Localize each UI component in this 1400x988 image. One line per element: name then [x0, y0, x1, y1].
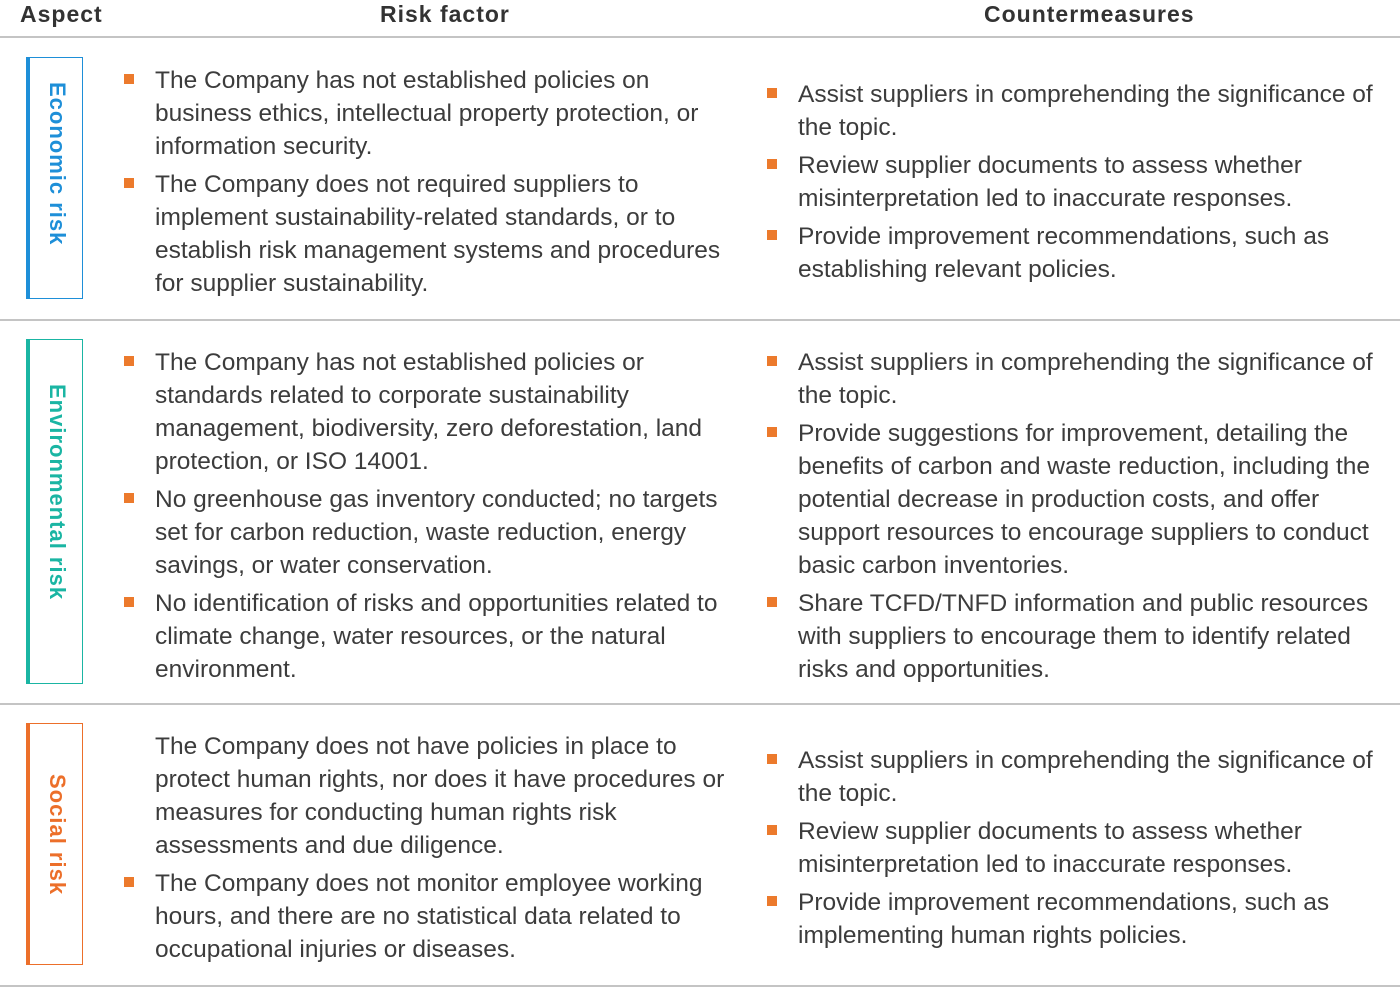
square-bullet-icon [124, 493, 134, 503]
countermeasure-list-environmental [798, 346, 1388, 691]
risk-list-environmental [155, 346, 745, 691]
countermeasure-item [798, 78, 1388, 144]
countermeasure-text: Assist suppliers in comprehending the significance of the topic. [798, 81, 1373, 141]
countermeasure-list-social [798, 744, 1388, 957]
header-risk-factor: Risk factor [380, 1, 510, 27]
square-bullet-icon [767, 159, 777, 169]
countermeasure-item [798, 815, 1388, 881]
square-bullet-icon [767, 896, 777, 906]
aspect-box-social [26, 723, 83, 965]
risk-item [155, 346, 745, 478]
square-bullet-icon [767, 597, 777, 607]
countermeasure-item [798, 220, 1388, 286]
aspect-label-economic: Economic risk [45, 82, 70, 246]
countermeasure-text: Provide improvement recommendations, such as implementing human rights policies. [798, 889, 1330, 949]
risk-item [155, 168, 745, 300]
risk-text: The Company has not established policies or standards related to corporate sustainability management, biodiversity, zero deforestation, land protection, or ISO 14001. [155, 349, 703, 475]
risk-item [155, 730, 745, 862]
countermeasure-item [798, 149, 1388, 215]
countermeasure-text: Provide improvement recommendations, such as establishing relevant policies. [798, 223, 1330, 283]
row-divider-3 [0, 985, 1400, 987]
header-divider [0, 36, 1400, 38]
countermeasure-item [798, 346, 1388, 412]
countermeasure-list-economic [798, 78, 1388, 291]
countermeasure-text: Assist suppliers in comprehending the significance of the topic. [798, 747, 1373, 807]
square-bullet-icon [767, 427, 777, 437]
square-bullet-icon [767, 230, 777, 240]
square-bullet-icon [767, 754, 777, 764]
risk-item [155, 64, 745, 163]
header-countermeasures: Countermeasures [984, 1, 1195, 27]
square-bullet-icon [767, 825, 777, 835]
countermeasure-text: Provide suggestions for improvement, detailing the benefits of carbon and waste reduction, including the potential decrease in production costs, and offer support resources to encourage suppliers to conduct basic carbon inventories. [798, 420, 1371, 579]
countermeasure-item [798, 744, 1388, 810]
square-bullet-icon [124, 74, 134, 84]
header-aspect: Aspect [20, 1, 103, 27]
risk-text: The Company has not established policies on business ethics, intellectual property protection, or information security. [155, 67, 699, 160]
square-bullet-icon [767, 88, 777, 98]
risk-list-economic [155, 64, 745, 305]
aspect-box-economic [26, 57, 83, 299]
risk-text: No greenhouse gas inventory conducted; no targets set for carbon reduction, waste reduction, energy savings, or water conservation. [155, 486, 718, 579]
risk-list-social [155, 730, 745, 971]
square-bullet-icon [124, 597, 134, 607]
square-bullet-icon [124, 356, 134, 366]
aspect-box-environmental [26, 339, 83, 684]
risk-text: The Company does not monitor employee working hours, and there are no statistical data related to occupational injuries or diseases. [155, 870, 703, 963]
risk-item [155, 867, 745, 966]
risk-text: The Company does not have policies in place to protect human rights, nor does it have procedures or measures for conducting human rights risk assessments and due diligence. [155, 733, 725, 859]
risk-item [155, 587, 745, 686]
row-divider-1 [0, 319, 1400, 321]
risk-text: No identification of risks and opportunities related to climate change, water resources, or the natural environment. [155, 590, 718, 683]
square-bullet-icon [124, 877, 134, 887]
countermeasure-text: Review supplier documents to assess whether misinterpretation led to inaccurate responses. [798, 818, 1302, 878]
row-divider-2 [0, 703, 1400, 705]
countermeasure-text: Review supplier documents to assess whether misinterpretation led to inaccurate responses. [798, 152, 1302, 212]
countermeasure-item [798, 886, 1388, 952]
risk-item [155, 483, 745, 582]
countermeasure-text: Assist suppliers in comprehending the significance of the topic. [798, 349, 1373, 409]
square-bullet-icon [124, 178, 134, 188]
countermeasure-item [798, 587, 1388, 686]
countermeasure-item [798, 417, 1388, 582]
aspect-label-environmental: Environmental risk [45, 384, 70, 601]
square-bullet-icon [767, 356, 777, 366]
risk-text: The Company does not required suppliers to implement sustainability-related standards, or to establish risk management systems and procedures for supplier sustainability. [155, 171, 721, 297]
countermeasure-text: Share TCFD/TNFD information and public resources with suppliers to encourage them to identify related risks and opportunities. [798, 590, 1369, 683]
aspect-label-social: Social risk [45, 774, 70, 896]
